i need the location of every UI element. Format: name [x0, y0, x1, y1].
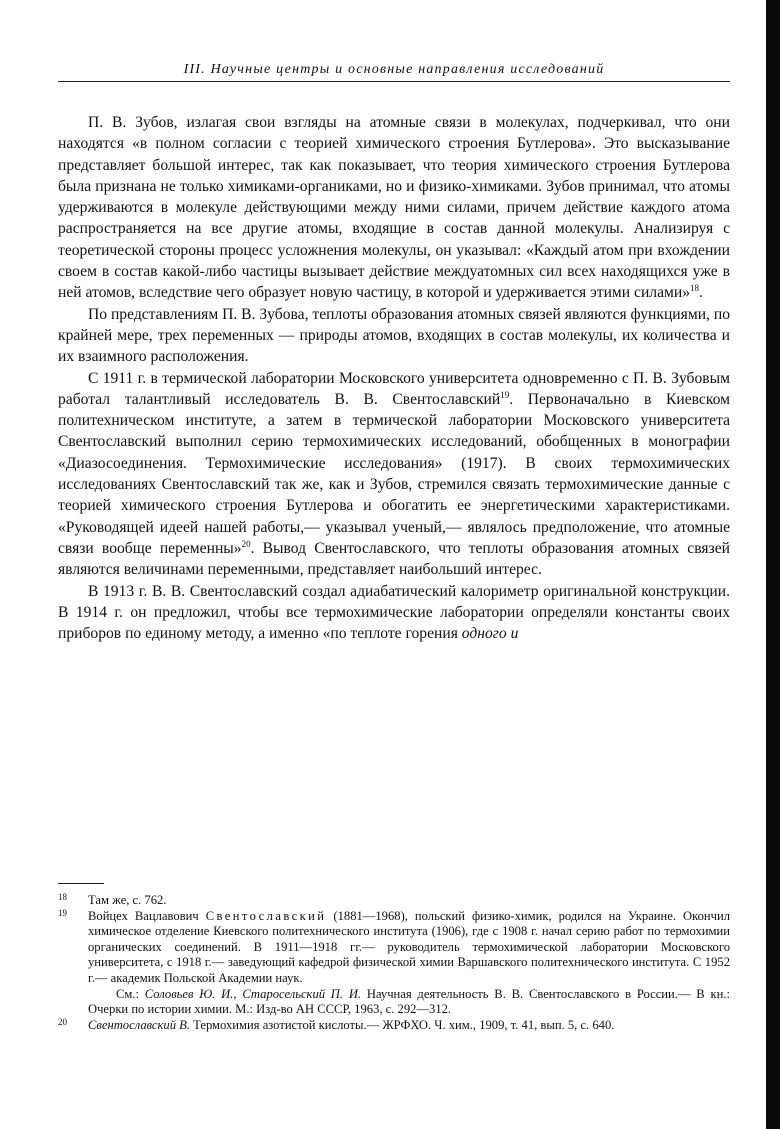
- footnote-19: 19 Войцех Вацлавович Свентославский (1881—1968), польский физико-химик, родился на Украине. Окончил химическое отделение Киевского политехнического института (1906), где с 1908 г. начал серию работ по термохимии органических соединений. В 1911—1918 гг.— руководитель термохимической лаборатории Московского университета, с 1918 г.— заведующий кафедрой физической химии Варшавского политехнического института. С 1952 г.— академик Польской Академии наук. См.: Соловьев Ю. И., Старосельский П. И. Научная деятельность В. В. Свентославского в России.— В кн.: Очерки по истории химии. М.: Изд-во АН СССР, 1963, с. 292—312.: [58, 907, 731, 1017]
- footnote-number: 19: [58, 907, 67, 918]
- footnote-ref-19: 19: [500, 389, 510, 400]
- running-header: III. Научные центры и основные направления исследований: [58, 62, 730, 82]
- footnote-number: 18: [58, 892, 67, 902]
- paragraph-2: По представлениям П. В. Зубова, теплоты образования атомных связей являются функциями, по крайней мере, трех переменных — природы атомов, входящих в состав молекулы, их количества и их взаимного расположения.: [58, 305, 730, 366]
- paragraph-4: В 1913 г. В. В. Свентославский создал адиабатический калориметр оригинальной конструкции. В 1914 г. он предложил, чтобы все термохимические лаборатории определяли константы своих приборов по единому методу, а именно «по теплоте горения одного и: [58, 582, 730, 643]
- see-also-reference: См.: Соловьев Ю. И., Старосельский П. И. Научная деятельность В. В. Свентославского в России.— В кн.: Очерки по истории химии. М.: Изд-во АН СССР, 1963, с. 292—312.: [88, 986, 730, 1017]
- footnote-ref-18: 18: [690, 283, 700, 294]
- paragraph-1: П. В. Зубов, излагая свои взгляды на атомные связи в молекулах, подчеркивал, что они находятся «в полном согласии с теорией химического строения Бутлерова». Это высказывание представляет большой интерес, так как показывает, что теория химического строения Бутлерова была признана не только химиками-органиками, но и физико-химиками. Зубов принимал, что атомы удерживаются в молекуле действующими между ними силами, причем действие каждого атома распространяется на все другие атомы, входящие в состав данной молекулы. Анализируя с теоретической стороны процесс усложнения молекулы, он указывал: «Каждый атом при вхождении своем в состав какой-либо частицы вызывает действие междуатомных сил всех находящихся уже в ней атомов, вследствие чего образует новую частицу, в которой и удерживается этими силами»$^{18}$.: [58, 114, 730, 302]
- footnote-18: 18 Там же, с. 762.: [58, 892, 167, 907]
- footnote-20: 20 Свентославский В. Термохимия азотистой кислоты.— ЖРФХО. Ч. хим., 1909, т. 41, вып. 5, с. 640.: [58, 1016, 615, 1032]
- footnote-number: 20: [58, 1016, 67, 1027]
- paragraph-3: С 1911 г. в термической лаборатории Московского университета одновременно с П. В. Зубовым работал талантливый исследователь В. В. Свентославский$^{19}$. Первоначально в Киевском политехническом институте, а затем в термической лаборатории Московского университета Свентославский выполнил серию термохимических исследований, обобщенных в монографии «Диазосоединения. Термохимические исследования» (1917). В своих термохимических исследованиях Свентославский так же, как и Зубов, стремился связать термохимические данные с теорией химического строения Бутлерова и обогатить ее энергетическими характеристиками. «Руководящей идеей нашей работы,— указывал ученый,— являлось предположение, что атомные связи вообще переменны»$^{20}$. Вывод Свентославского, что теплоты образования атомных связей являются величинами переменными, представляет наибольший интерес.: [58, 369, 730, 579]
- footnotes: [58, 893, 730, 1033]
- footnote-ref-20: 20: [241, 538, 251, 549]
- main-text: [58, 112, 730, 644]
- footnote-separator: [58, 883, 104, 884]
- scan-dark-edge: [766, 0, 780, 1129]
- spaced-surname: Свентославский: [205, 908, 327, 923]
